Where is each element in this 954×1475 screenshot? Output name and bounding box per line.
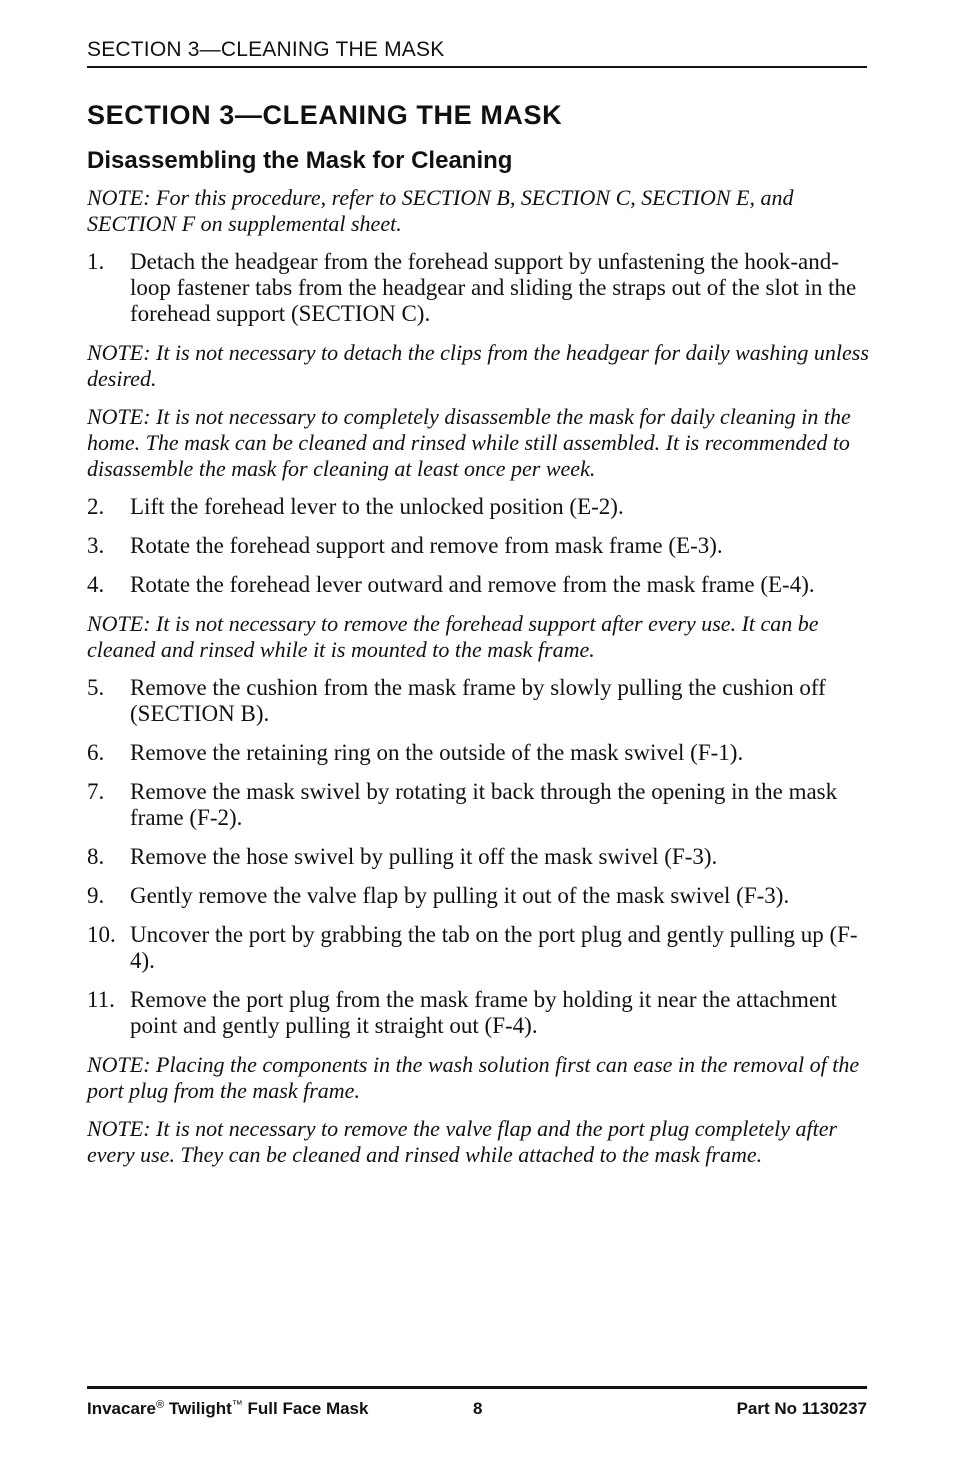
page-footer: [87, 1386, 867, 1418]
step-number: 7.: [87, 779, 105, 804]
note-paragraph: NOTE: Placing the components in the wash solution first can ease in the removal of the port plug from the mask frame.: [87, 1052, 860, 1103]
note-paragraph: NOTE: It is not necessary to remove the forehead support after every use. It can be cleaned and rinsed while it is mounted to the mask frame.: [87, 611, 819, 662]
step-text: Gently remove the valve flap by pulling it out of the mask swivel (F-3).: [130, 883, 790, 908]
running-header: SECTION 3—CLEANING THE MASK: [87, 38, 867, 68]
step-text: Rotate the forehead support and remove from mask frame (E-3).: [130, 533, 723, 558]
footer-product: Twilight: [168, 1399, 232, 1418]
step-number: 10.: [87, 922, 116, 947]
trademark-mark: ™: [231, 1399, 243, 1411]
step-item: [87, 675, 869, 727]
note-paragraph: NOTE: It is not necessary to completely disassemble the mask for daily cleaning in the home. The mask can be cleaned and rinsed while still assembled. It is recommended to disassemble the mask for cleaning at least once per week.: [87, 404, 851, 481]
instruction-list: [87, 185, 869, 1168]
step-text: Remove the cushion from the mask frame by slowly pulling the cushion off (SECTION B).: [130, 675, 826, 726]
step-text: Remove the retaining ring on the outside of the mask swivel (F-1).: [130, 740, 744, 765]
subsection-title: Disassembling the Mask for Cleaning: [87, 147, 513, 174]
step-text: Lift the forehead lever to the unlocked position (E-2).: [130, 494, 624, 519]
step-text: Remove the port plug from the mask frame by holding it near the attachment point and gently pulling it straight out (F-4).: [130, 987, 838, 1038]
footer-brand: Invacare: [87, 1399, 156, 1418]
step-number: 3.: [87, 533, 105, 558]
note-paragraph: NOTE: It is not necessary to remove the valve flap and the port plug completely after every use. They can be cleaned and rinsed while attached to the mask frame.: [87, 1116, 838, 1167]
registered-mark: ®: [156, 1399, 165, 1411]
main-content: [87, 100, 869, 1180]
step-item: [87, 844, 869, 870]
note-paragraph: NOTE: For this procedure, refer to SECTION B, SECTION C, SECTION E, and SECTION F on supplemental sheet.: [87, 185, 794, 236]
footer-product-suffix: Full Face Mask: [247, 1399, 369, 1418]
step-item: [87, 779, 869, 831]
section-title: SECTION 3—CLEANING THE MASK: [87, 100, 563, 130]
part-number: Part No 1130237: [736, 1399, 867, 1418]
step-number: 4.: [87, 572, 105, 597]
step-number: 2.: [87, 494, 105, 519]
step-item: [87, 883, 869, 909]
step-item: [87, 533, 869, 559]
step-number: 6.: [87, 740, 105, 765]
step-text: Remove the mask swivel by rotating it back through the opening in the mask frame (F-2).: [130, 779, 838, 830]
step-item: [87, 494, 869, 520]
step-number: 5.: [87, 675, 105, 700]
step-item: [87, 922, 869, 974]
step-number: 1.: [87, 249, 105, 274]
step-number: 9.: [87, 883, 105, 908]
step-item: [87, 987, 869, 1039]
note-paragraph: NOTE: It is not necessary to detach the clips from the headgear for daily washing unless desired.: [87, 340, 869, 391]
step-item: [87, 249, 869, 327]
step-item: [87, 572, 869, 598]
step-text: Uncover the port by grabbing the tab on the port plug and gently pulling up (F-4).: [130, 922, 858, 973]
step-text: Remove the hose swivel by pulling it off the mask swivel (F-3).: [130, 844, 718, 869]
step-item: [87, 740, 869, 766]
footer-product-name: [87, 1399, 368, 1419]
page-number: 8: [473, 1399, 483, 1418]
step-text: Rotate the forehead lever outward and remove from the mask frame (E-4).: [130, 572, 815, 597]
step-number: 8.: [87, 844, 105, 869]
step-text: Detach the headgear from the forehead support by unfastening the hook-and-loop fastener tabs from the headgear and sliding the straps out of the slot in the forehead support (SECTION C).: [130, 249, 857, 326]
step-number: 11.: [87, 987, 115, 1012]
